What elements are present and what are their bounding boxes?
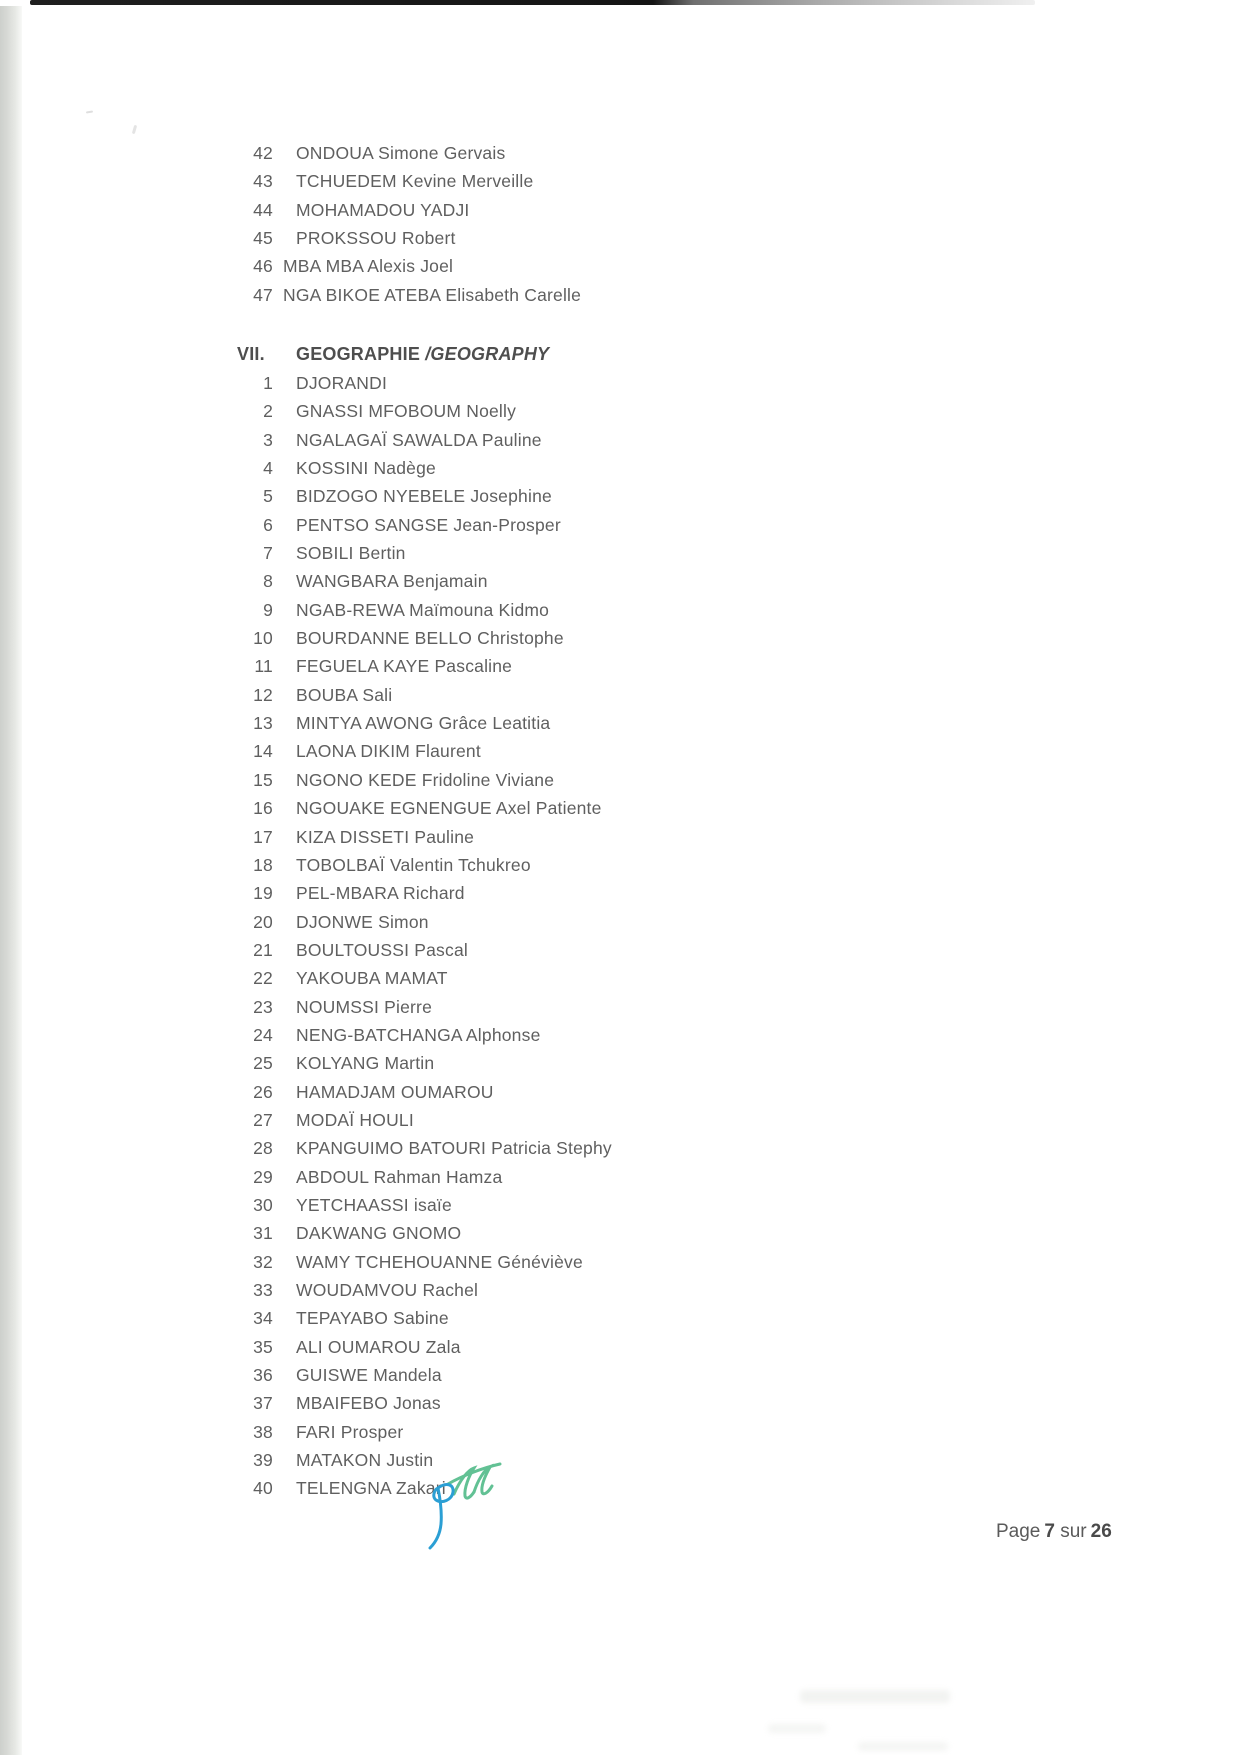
item-number: 20	[253, 911, 273, 932]
item-number: 47	[253, 284, 273, 305]
item-number: 9	[263, 599, 273, 620]
list-item	[0, 709, 1000, 737]
list-item	[0, 1078, 1000, 1106]
section-heading	[0, 339, 1000, 369]
list-item	[0, 1021, 1000, 1049]
list-item	[0, 823, 1000, 851]
item-name: MBAIFEBO Jonas	[296, 1393, 441, 1414]
bleed-through-smudge	[858, 1742, 948, 1751]
list-item	[0, 1389, 1000, 1417]
item-name: WANGBARA Benjamain	[296, 571, 488, 592]
list-item	[0, 482, 1000, 510]
list-item	[0, 1106, 1000, 1134]
item-number: 33	[253, 1280, 273, 1300]
item-name: YAKOUBA MAMAT	[296, 968, 448, 989]
item-name: SOBILI Bertin	[296, 543, 406, 564]
item-name: PROKSSOU Robert	[296, 228, 456, 249]
item-name: DJONWE Simon	[296, 911, 429, 932]
item-name: KIZA DISSETI Pauline	[296, 826, 475, 847]
handwritten-initials-annotation	[424, 1458, 504, 1554]
item-name: NGONO KEDE Fridoline Viviane	[296, 769, 555, 790]
item-number: 22	[253, 968, 273, 989]
item-name: TELENGNA Zakari	[296, 1478, 446, 1499]
item-number: 14	[253, 741, 273, 762]
page-number: 7	[1044, 1521, 1055, 1542]
item-name: PEL-MBARA Richard	[296, 883, 465, 904]
item-name: TCHUEDEM Kevine Merveille	[296, 171, 534, 192]
list-item	[0, 1191, 1000, 1219]
item-name: BOURDANNE BELLO Christophe	[296, 628, 564, 649]
item-name: MBA MBA Alexis Joel	[283, 256, 454, 277]
item-number: 31	[253, 1223, 273, 1244]
item-number: 44	[253, 199, 273, 220]
list-item	[0, 1163, 1000, 1191]
scan-speck	[132, 125, 137, 134]
item-number: 5	[263, 486, 273, 507]
item-number: 2	[263, 401, 273, 422]
section-title	[296, 344, 549, 364]
ink-stroke-blue	[430, 1485, 453, 1548]
item-name: TEPAYABO Sabine	[296, 1308, 449, 1329]
item-number: 46	[253, 256, 273, 277]
section-title-fr: GEOGRAPHIE	[296, 344, 421, 364]
item-name: MOHAMADOU YADJI	[296, 199, 470, 220]
item-number: 4	[263, 458, 273, 479]
item-name: ABDOUL Rahman Hamza	[296, 1166, 503, 1187]
list-item	[0, 794, 1000, 822]
item-number: 7	[263, 543, 273, 564]
list-item	[0, 1248, 1000, 1276]
item-name: ONDOUA Simone Gervais	[296, 143, 506, 163]
item-number: 45	[253, 228, 273, 249]
list-item	[0, 426, 1000, 454]
list-item	[0, 596, 1000, 624]
item-number: 32	[253, 1251, 273, 1272]
page-indicator	[996, 1519, 1112, 1545]
list-item	[0, 224, 1000, 252]
item-name: BOUBA Sali	[296, 684, 393, 705]
item-number: 21	[253, 939, 273, 960]
item-name: GNASSI MFOBOUM Noelly	[296, 401, 517, 422]
item-number: 35	[253, 1336, 273, 1357]
item-name: FARI Prosper	[296, 1421, 404, 1442]
section-title-en: /GEOGRAPHY	[425, 344, 550, 364]
item-name: NGOUAKE EGNENGUE Axel Patiente	[296, 798, 602, 819]
item-name: GUISWE Mandela	[296, 1365, 442, 1386]
list-item	[0, 766, 1000, 794]
item-number: 26	[253, 1081, 273, 1102]
item-name: NGAB-REWA Maïmouna Kidmo	[296, 599, 550, 620]
item-name: FEGUELA KAYE Pascaline	[296, 656, 513, 677]
item-name: DJORANDI	[296, 373, 388, 393]
page-total: 26	[1090, 1521, 1112, 1542]
list-item	[0, 567, 1000, 595]
section-numeral: VII.	[237, 344, 265, 364]
item-name: KPANGUIMO BATOURI Patricia Stephy	[296, 1138, 612, 1159]
item-number: 1	[263, 373, 273, 393]
item-number: 29	[253, 1166, 273, 1187]
list-item	[0, 1276, 1000, 1304]
list-item	[0, 879, 1000, 907]
item-name: WAMY TCHEHOUANNE Généviève	[296, 1251, 583, 1272]
item-number: 15	[253, 769, 273, 790]
list-item	[0, 1134, 1000, 1162]
item-number: 40	[253, 1478, 273, 1499]
item-name: DAKWANG GNOMO	[296, 1223, 462, 1244]
item-name: PENTSO SANGSE Jean-Prosper	[296, 514, 561, 535]
list-item	[0, 681, 1000, 709]
item-number: 3	[263, 429, 273, 450]
list-item	[0, 1049, 1000, 1077]
item-name: HAMADJAM OUMAROU	[296, 1081, 494, 1102]
list-item	[0, 1418, 1000, 1446]
list-item	[0, 1333, 1000, 1361]
list-item	[0, 397, 1000, 425]
item-name: LAONA DIKIM Flaurent	[296, 741, 481, 762]
list-item	[0, 737, 1000, 765]
item-number: 43	[253, 171, 273, 192]
item-name: MODAÏ HOULI	[296, 1109, 414, 1130]
list-item	[0, 652, 1000, 680]
list-item	[0, 1219, 1000, 1247]
item-name: TOBOLBAÏ Valentin Tchukreo	[296, 854, 531, 875]
list-item	[0, 624, 1000, 652]
page-label: Page	[996, 1521, 1041, 1542]
list-item	[0, 196, 1000, 224]
item-name: NGA BIKOE ATEBA Elisabeth Carelle	[283, 284, 582, 305]
item-name: NOUMSSI Pierre	[296, 996, 433, 1017]
list-item	[0, 252, 1000, 280]
item-number: 39	[253, 1450, 273, 1471]
item-name: MINTYA AWONG Grâce Leatitia	[296, 713, 551, 734]
list-item	[0, 851, 1000, 879]
section-geographie	[0, 339, 1000, 1503]
list-item	[0, 1304, 1000, 1332]
item-number: 11	[254, 656, 273, 677]
item-number: 27	[253, 1109, 273, 1130]
list-item	[0, 454, 1000, 482]
item-number: 16	[253, 798, 273, 819]
item-number: 36	[253, 1365, 273, 1386]
item-number: 18	[253, 854, 273, 875]
item-name: KOSSINI Nadège	[296, 458, 436, 479]
item-name: KOLYANG Martin	[296, 1053, 435, 1074]
list-item	[0, 167, 1000, 195]
scan-speck	[86, 111, 93, 114]
scan-top-edge-artifact	[30, 0, 1035, 5]
list-item	[0, 369, 1000, 397]
item-number: 34	[253, 1308, 273, 1329]
item-name: BIDZOGO NYEBELE Josephine	[296, 486, 552, 507]
item-name: NENG-BATCHANGA Alphonse	[296, 1024, 541, 1045]
item-number: 25	[253, 1053, 273, 1074]
item-number: 42	[253, 143, 273, 163]
item-number: 8	[263, 571, 273, 592]
bleed-through-smudge	[800, 1690, 950, 1703]
section-candidate-list	[0, 369, 1000, 1503]
item-name: NGALAGAÏ SAWALDA Pauline	[296, 429, 542, 450]
item-number: 38	[253, 1421, 273, 1442]
item-number: 6	[263, 514, 273, 535]
item-name: WOUDAMVOU Rachel	[296, 1280, 479, 1300]
item-number: 37	[253, 1393, 273, 1414]
continued-candidate-list	[0, 139, 1000, 309]
list-item	[0, 139, 1000, 167]
item-number: 10	[253, 628, 273, 649]
item-number: 23	[253, 996, 273, 1017]
item-number: 19	[253, 883, 273, 904]
item-name: YETCHAASSI isaïe	[296, 1194, 452, 1215]
list-item	[0, 539, 1000, 567]
item-number: 24	[253, 1024, 273, 1045]
item-name: ALI OUMAROU Zala	[296, 1336, 461, 1357]
list-item	[0, 936, 1000, 964]
item-name: MATAKON Justin	[296, 1450, 434, 1471]
bleed-through-smudge	[768, 1724, 826, 1733]
item-number: 30	[253, 1194, 273, 1215]
list-item	[0, 964, 1000, 992]
item-number: 12	[253, 684, 273, 705]
list-item	[0, 993, 1000, 1021]
item-name: BOULTOUSSI Pascal	[296, 939, 468, 960]
list-item	[0, 1361, 1000, 1389]
item-number: 17	[253, 826, 273, 847]
list-item	[0, 908, 1000, 936]
list-item	[0, 281, 1000, 309]
item-number: 28	[253, 1138, 273, 1159]
item-number: 13	[253, 713, 273, 734]
list-item	[0, 511, 1000, 539]
page-separator: sur	[1060, 1521, 1087, 1542]
